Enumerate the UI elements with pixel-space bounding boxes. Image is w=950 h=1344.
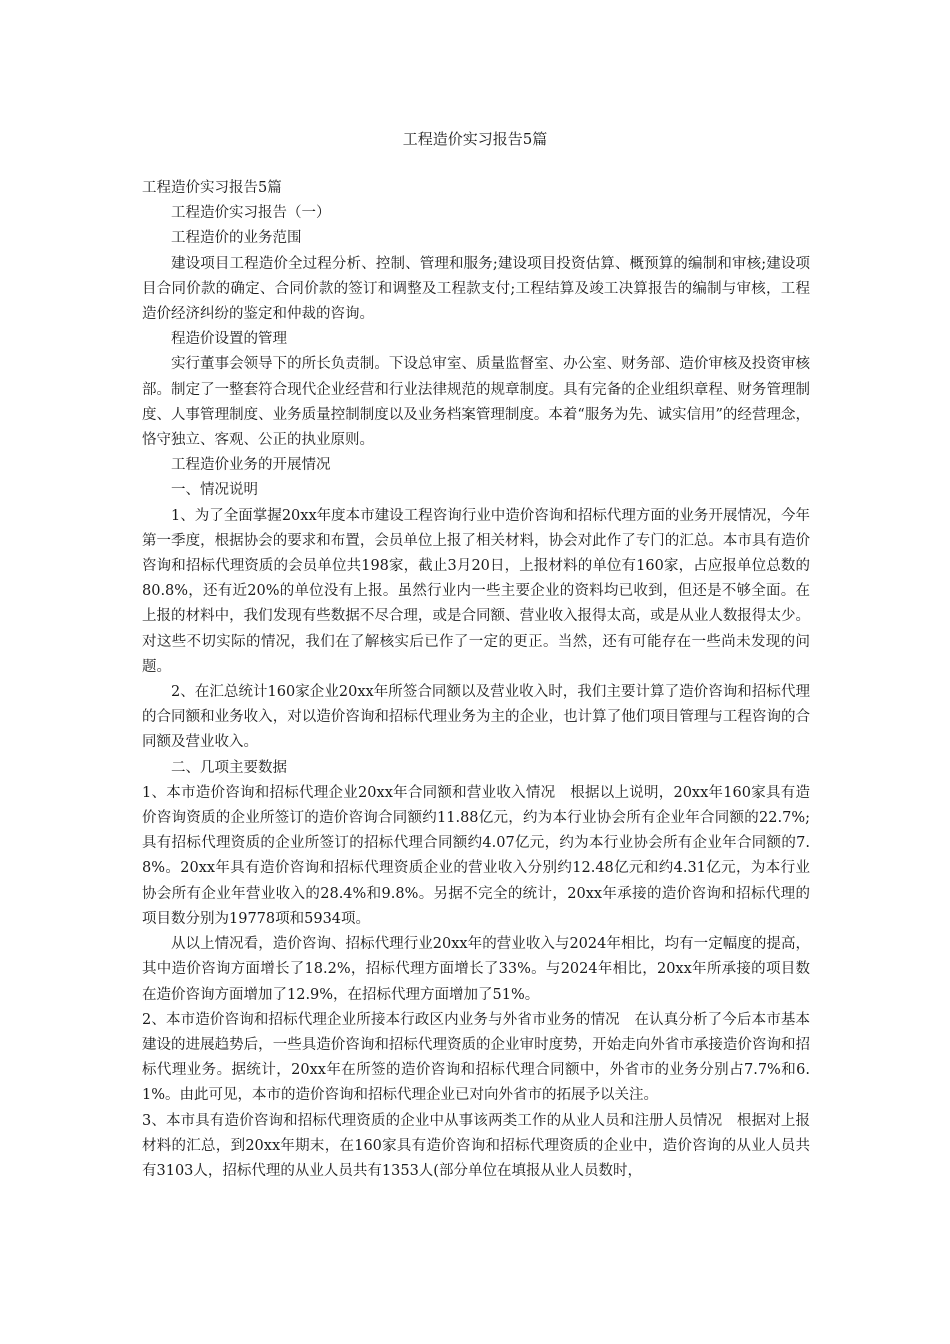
paragraph: 从以上情况看，造价咨询、招标代理行业20xx年的营业收入与2024年相比，均有一定幅度的提高，其中造价咨询方面增长了18.2%，招标代理方面增长了33%。与2024年相比，20xx年所承接的项目数在造价咨询方面增加了12.9%，在招标代理方面增加了51%。 <box>142 936 810 1003</box>
document-body <box>142 176 810 1184</box>
body-heading: 工程造价实习报告5篇 <box>142 180 282 196</box>
paragraph: 实行董事会领导下的所长负责制。下设总审室、质量监督室、办公室、财务部、造价审核及投资审核部。制定了一整套符合现代企业经营和行业法律规范的规章制度。具有完备的企业组织章程、财务管理制度、人事管理制度、业务质量控制制度以及业务档案管理制度。本着“服务为先、诚实信用”的经营理念，恪守独立、客观、公正的执业原则。 <box>142 356 810 449</box>
paragraph: 3、本市具有造价咨询和招标代理资质的企业中从事该两类工作的从业人员和注册人员情况 根据对上报材料的汇总，到20xx年期末，在160家具有造价咨询和招标代理资质的企业中，造价咨询的从业人员共有3103人，招标代理的从业人员共有1353人(部分单位在填报从业人员数时， <box>142 1112 810 1179</box>
report-subtitle: 工程造价实习报告（一） <box>171 205 331 222</box>
section-heading: 二、几项主要数据 <box>171 759 287 776</box>
document-title: 工程造价实习报告5篇 <box>402 130 548 148</box>
section-heading: 程造价设置的管理 <box>171 331 287 348</box>
section-heading: 工程造价业务的开展情况 <box>171 457 331 474</box>
paragraph: 建设项目工程造价全过程分析、控制、管理和服务;建设项目投资估算、概预算的编制和审核;建设项目合同价款的确定、合同价款的签订和调整及工程款支付;工程结算及竣工决算报告的编制与审核，工程造价经济纠纷的鉴定和仲裁的咨询。 <box>142 255 810 323</box>
section-heading: 工程造价的业务范围 <box>171 230 302 247</box>
paragraph: 1、本市造价咨询和招标代理企业20xx年合同额和营业收入情况 根据以上说明，20xx年160家具有造价咨询资质的企业所签订的造价咨询合同额约11.88亿元，约为本行业协会所有企业年合同额的22.7%;具有招标代理资质的企业所签订的招标代理合同额约4.07亿元，约为本行业协会所有企业年合同额的7.8%。20xx年具有造价咨询和招标代理资质企业的营业收入分别约12.48亿元和约4.31亿元，为本行业协会所有企业年营业收入的28.4%和9.8%。另据不完全的统计，20xx年承接的造价咨询和招标代理的项目数分别为19778项和5934项。 <box>142 784 810 927</box>
section-heading: 一、情况说明 <box>171 482 258 499</box>
paragraph: 1、为了全面掌握20xx年度本市建设工程咨询行业中造价咨询和招标代理方面的业务开展情况，今年第一季度，根据协会的要求和布置，会员单位上报了相关材料，协会对此作了专门的汇总。本市具有造价咨询和招标代理资质的会员单位共198家，截止3月20日，上报材料的单位有160家，占应报单位总数的80.8%，还有近20%的单位没有上报。虽然行业内一些主要企业的资料均已收到，但还是不够全面。在上报的材料中，我们发现有些数据不尽合理，或是合同额、营业收入报得太高，或是从业人数报得太少。对这些不切实际的情况，我们在了解核实后已作了一定的更正。当然，还有可能存在一些尚未发现的问题。 <box>142 507 810 675</box>
paragraph: 2、在汇总统计160家企业20xx年所签合同额以及营业收入时，我们主要计算了造价咨询和招标代理的合同额和业务收入，对以造价咨询和招标代理业务为主的企业，也计算了他们项目管理与工程咨询的合同额及营业收入。 <box>142 684 810 751</box>
paragraph: 2、本市造价咨询和招标代理企业所接本行政区内业务与外省市业务的情况 在认真分析了今后本市基本建设的进展趋势后，一些具造价咨询和招标代理资质的企业审时度势，开始走向外省市承接造价咨询和招标代理业务。据统计，20xx年在所签的造价咨询和招标代理合同额中，外省市的业务分别占7.7%和6.1%。由此可见，本市的造价咨询和招标代理企业已对向外省市的拓展予以关注。 <box>142 1011 810 1104</box>
